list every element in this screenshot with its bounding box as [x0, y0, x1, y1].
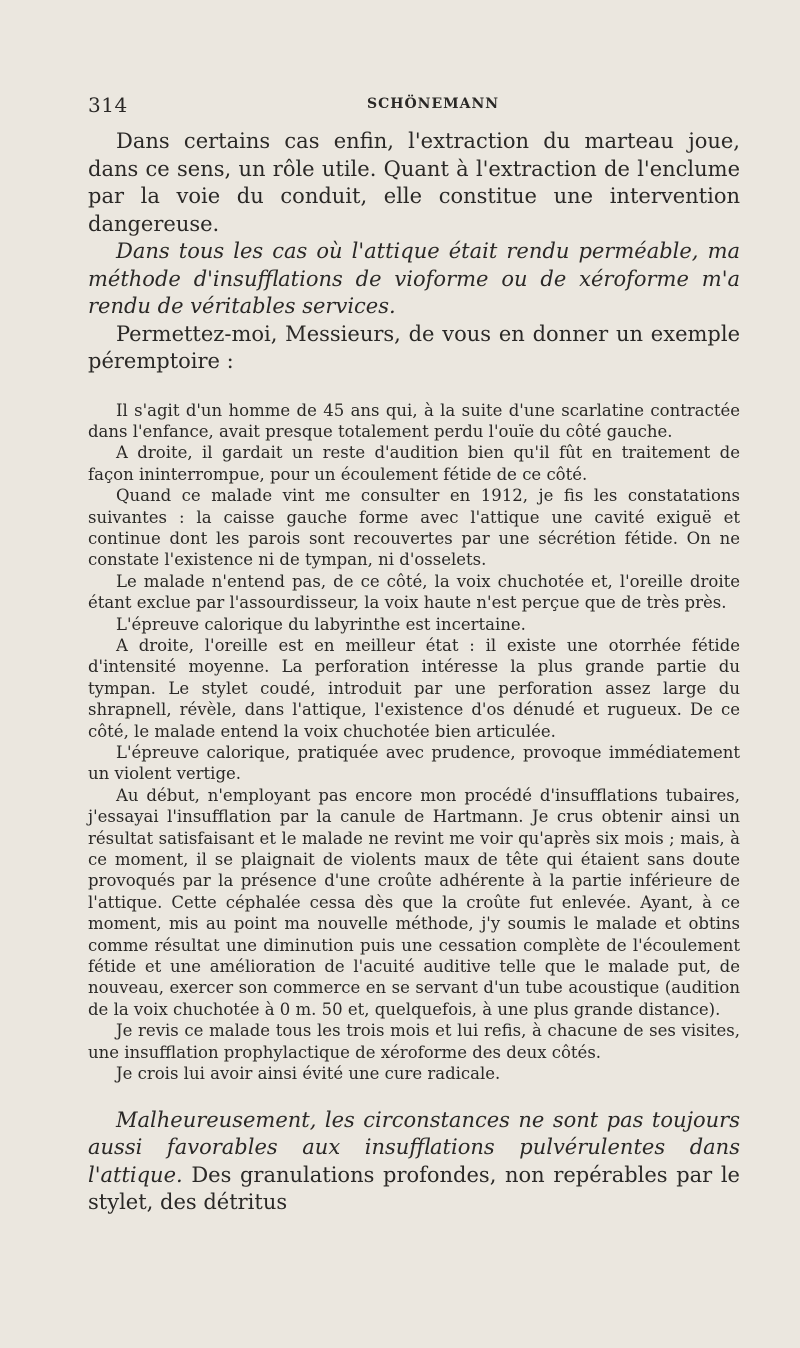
case-paragraph: Je crois lui avoir ainsi évité une cure radicale.	[116, 1064, 501, 1084]
page-number: 314	[88, 93, 128, 117]
closing-roman-text: Des granulations profondes, non repérables par le stylet, des détritus	[88, 1162, 740, 1214]
case-report	[88, 400, 740, 1085]
intro-section	[88, 128, 740, 376]
closing-paragraph	[88, 1107, 740, 1217]
page-body	[88, 128, 740, 1217]
case-paragraph: A droite, il gardait un reste d'audition bien qu'il fût en traitement de façon ininterrompue, pour un écoulement fétide de ce côté.	[88, 443, 740, 484]
case-paragraph: L'épreuve calorique, pratiquée avec prudence, provoque immédiatement un violent vertige.	[88, 743, 740, 784]
page-header	[88, 93, 742, 115]
case-paragraph: Quand ce malade vint me consulter en 1912, je fis les constatations suivantes : la caisse gauche forme avec l'attique une cavité exiguë et continue dont les parois sont recouvertes par une sécrétion fétide. On ne constate l'existence ni de tympan, ni d'osselets.	[88, 486, 740, 570]
closing-italic-text: Malheureusement, les circonstances ne sont pas toujours aussi favorables aux insufflations pulvérulentes dans l'attique.	[88, 1107, 740, 1187]
case-paragraph: Au début, n'employant pas encore mon procédé d'insufflations tubaires, j'essayai l'insufflation par la canule de Hartmann. Je crus obtenir ainsi un résultat satisfaisant et le malade ne revint me voir qu'après six mois ; mais, à ce moment, il se plaignait de violents maux de tête qui étaient sans doute provoqués par la présence d'une croûte adhérente à la partie inférieure de l'attique. Cette céphalée cessa dès que la croûte fut enlevée. Ayant, à ce moment, mis au point ma nouvelle méthode, j'y soumis le malade et obtins comme résultat une diminution puis une cessation complète de l'écoulement fétide et une amélioration de l'acuité auditive telle que le malade put, de nouveau, exercer son commerce en se servant d'un tube acoustique (audition de la voix chuchotée à 0 m. 50 et, quelquefois, à une plus grande distance).	[88, 785, 740, 1019]
paragraph: Permettez-moi, Messieurs, de vous en donner un exemple péremptoire :	[88, 321, 740, 373]
closing-section	[88, 1107, 740, 1217]
case-paragraph: Il s'agit d'un homme de 45 ans qui, à la suite d'une scarlatine contractée dans l'enfance, avait presque totalement perdu l'ouïe du côté gauche.	[88, 400, 740, 441]
case-paragraph: L'épreuve calorique du labyrinthe est incertaine.	[116, 614, 526, 634]
paragraph: Dans certains cas enfin, l'extraction du marteau joue, dans ce sens, un rôle utile. Quant à l'extraction de l'enclume par la voie du conduit, elle constitue une intervention dangereuse.	[88, 129, 740, 236]
case-paragraph: Le malade n'entend pas, de ce côté, la voix chuchotée et, l'oreille droite étant exclue par l'assourdisseur, la voix haute n'est perçue que de très près.	[88, 571, 740, 613]
running-head: SCHÖNEMANN	[367, 96, 500, 112]
italic-paragraph: Dans tous les cas où l'attique était rendu perméable, ma méthode d'insufflations de vioforme ou de xéroforme m'a rendu de véritables services.	[88, 239, 740, 318]
case-paragraph: Je revis ce malade tous les trois mois et lui refis, à chacune de ses visites, une insufflation prophylactique de xéroforme des deux côtés.	[88, 1021, 740, 1062]
case-paragraph: A droite, l'oreille est en meilleur état : il existe une otorrhée fétide d'intensité moyenne. La perforation intéresse la plus grande partie du tympan. Le stylet coudé, introduit par une perforation assez large du shrapnell, révèle, dans l'attique, l'existence d'os dénudé et rugueux. De ce côté, le malade entend la voix chuchotée bien articulée.	[88, 635, 740, 741]
